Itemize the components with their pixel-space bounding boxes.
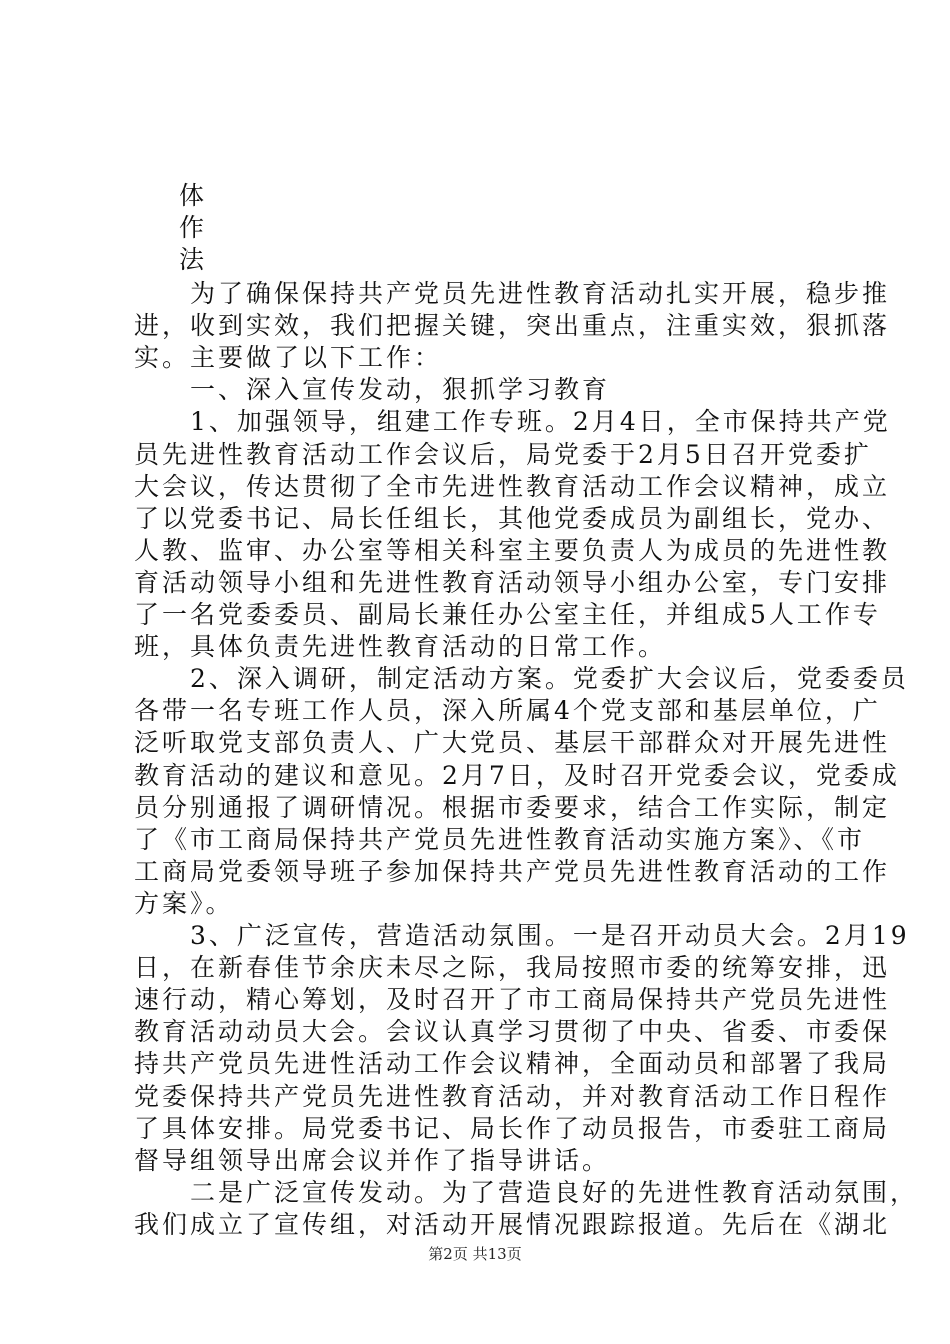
text-line: 持共产党员先进性活动工作会议精神，全面动员和部署了我局 xyxy=(134,1049,891,1079)
text-line: 了具体安排。局党委书记、局长作了动员报告，市委驻工商局 xyxy=(134,1113,891,1143)
text-line: 了一名党委委员、副局长兼任办公室主任，并组成5人工作专 xyxy=(134,600,881,629)
text-line: 大会议，传达贯彻了全市先进性教育活动工作会议精神，成立 xyxy=(134,471,891,501)
text-line: 教育活动动员大会。会议认真学习贯彻了中央、省委、市委保 xyxy=(134,1017,891,1047)
text-line: 日，在新春佳节余庆未尽之际，我局按照市委的统筹安排，迅 xyxy=(134,953,891,983)
text-line: 班，具体负责先进性教育活动的日常工作。 xyxy=(134,632,667,662)
heading-char: 作 xyxy=(179,213,205,242)
text-line: 了《市工商局保持共产党员先进性教育活动实施方案》、《市 xyxy=(134,824,866,854)
text-line: 方案》。 xyxy=(134,888,234,918)
text-line: 员分别通报了调研情况。根据市委要求，结合工作实际，制定 xyxy=(134,792,891,822)
heading-char: 体 xyxy=(179,181,205,210)
text-line: 了以党委书记、局长任组长，其他党委成员为副组长，党办、 xyxy=(134,503,891,533)
text-line: 人教、监审、办公室等相关科室主要负责人为成员的先进性教 xyxy=(134,535,891,565)
text-line: 工商局党委领导班子参加保持共产党员先进性教育活动的工作 xyxy=(134,856,891,886)
text-line: 党委保持共产党员先进性教育活动，并对教育活动工作日程作 xyxy=(134,1081,891,1111)
heading-char: 法 xyxy=(179,245,205,274)
text-line: 实。主要做了以下工作： xyxy=(134,343,443,373)
text-line: 为了确保保持共产党员先进性教育活动扎实开展，稳步推 xyxy=(134,279,891,308)
text-line: 我们成立了宣传组，对活动开展情况跟踪报道。先后在《湖北 xyxy=(134,1209,891,1239)
text-line: 二是广泛宣传发动。为了营造良好的先进性教育活动氛围， xyxy=(134,1177,919,1207)
text-line: 1、加强领导，组建工作专班。2月4日，全市保持共产党 xyxy=(134,407,891,437)
text-line: 各带一名专班工作人员，深入所属4个党支部和基层单位，广 xyxy=(134,696,881,726)
text-line: 进，收到实效，我们把握关键，突出重点，注重实效，狠抓落 xyxy=(134,311,891,341)
text-line: 育活动领导小组和先进性教育活动领导小组办公室，专门安排 xyxy=(134,567,891,597)
text-line: 3、广泛宣传，营造活动氛围。一是召开动员大会。2月19 xyxy=(134,921,910,950)
text-line: 2、深入调研，制定活动方案。党委扩大会议后，党委委员 xyxy=(134,664,909,694)
text-line: 教育活动的建议和意见。2月7日，及时召开党委会议，党委成 xyxy=(134,760,900,790)
text-line: 一、深入宣传发动，狠抓学习教育 xyxy=(134,375,611,405)
text-line: 员先进性教育活动工作会议后，局党委于2月5日召开党委扩 xyxy=(134,439,872,469)
text-line: 督导组领导出席会议并作了指导讲话。 xyxy=(134,1145,611,1175)
text-line: 速行动，精心筹划，及时召开了市工商局保持共产党员先进性 xyxy=(134,985,891,1015)
text-line: 泛听取党支部负责人、广大党员、基层干部群众对开展先进性 xyxy=(134,728,891,758)
page-footer: 第2页 共13页 xyxy=(428,1245,522,1263)
